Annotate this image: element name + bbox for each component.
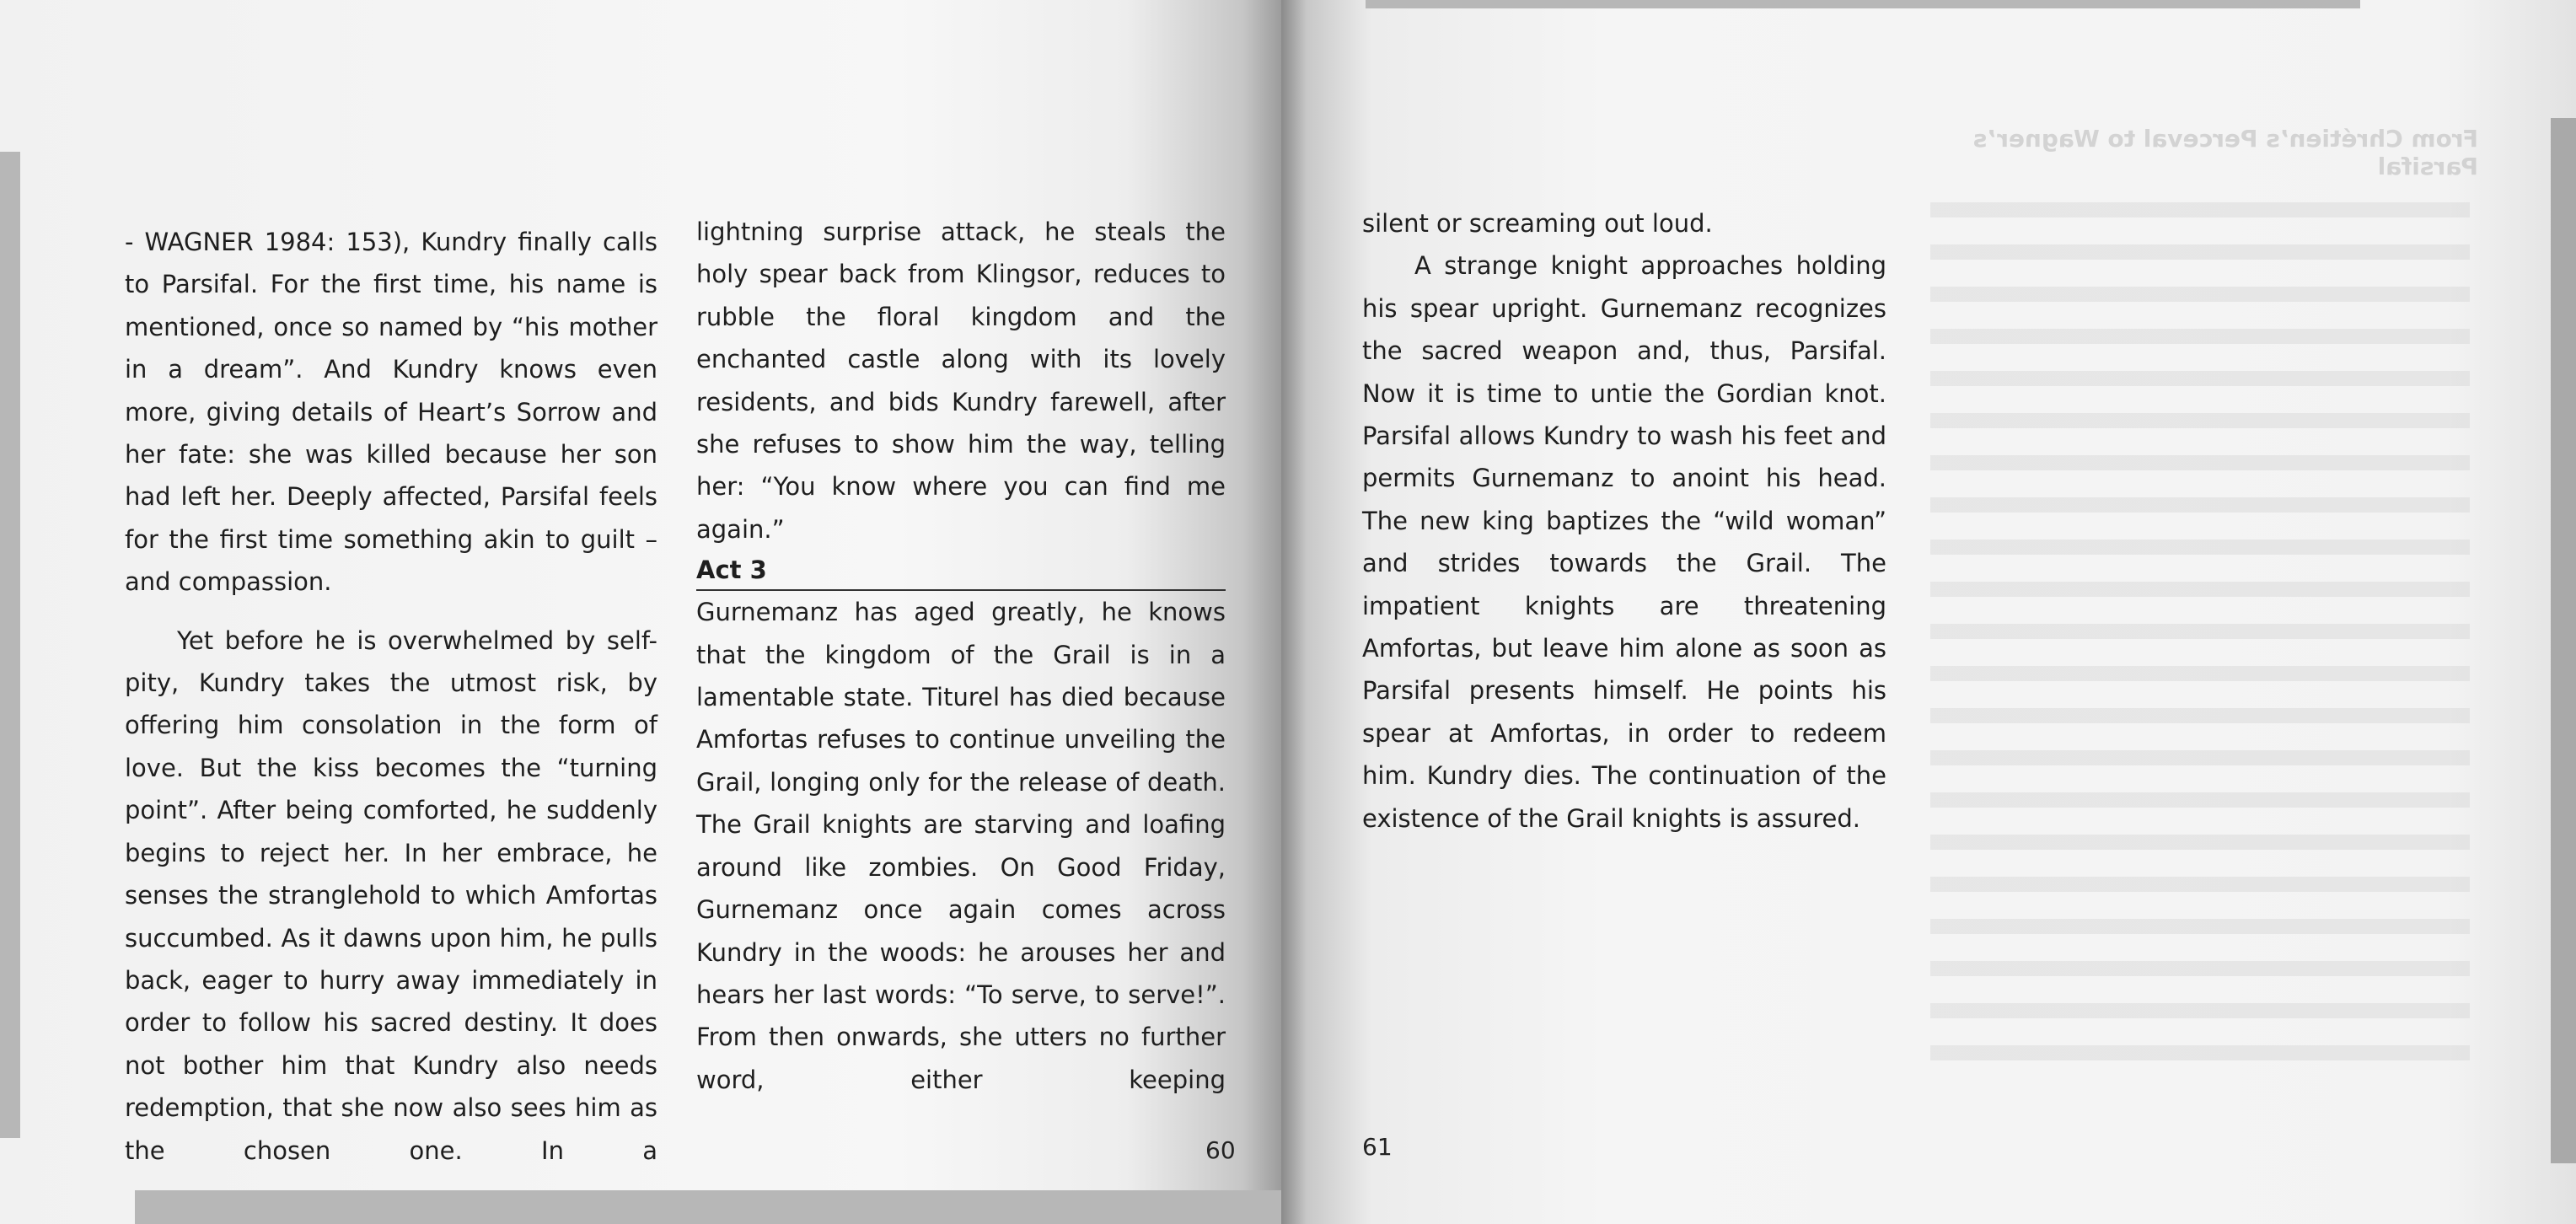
right-page [1281, 0, 2576, 1224]
page-number-right: 61 [1362, 1133, 1393, 1161]
text-column-2 [696, 211, 1226, 1101]
page-edge-band-bottom [135, 1190, 1281, 1224]
text-column-1 [125, 221, 657, 1172]
page-edge-band-top [1366, 0, 2360, 8]
page-number-left: 60 [1205, 1136, 1236, 1164]
paragraph: silent or screaming out loud. [1362, 209, 1713, 238]
show-through-text-block [1930, 202, 2470, 1079]
text-column-right [1362, 202, 1886, 840]
paragraph: Gurnemanz has aged greatly, he knows that the kingdom of the Grail is in a lamentable state. Titurel has died because Amfortas refuses to continue unveiling the Grail, longing only for the release of death. The Grail knights are starving and loafing around like zombies. On Good Friday, Gurnemanz once again comes across Kundry in the woods: he arouses her and hears her last words: “To serve, to serve!”. From then onwards, she utters no further word, either keeping [696, 598, 1226, 1094]
paragraph: A strange knight approaches holding his spear upright. Gurnemanz recognizes the sacred weapon and, thus, Parsifal. Now it is time to untie the Gordian knot. Parsifal allows Kundry to wash his feet and permits Gurnemanz to anoint his head. The new king baptizes the “wild woman” and strides towards the Grail. The impatient knights are threatening Amfortas, but leave him alone as soon as Parsifal presents himself. He points his spear at Amfortas, in order to redeem him. Kundry dies. The continuation of the existence of the Grail knights is assured. [1362, 251, 1886, 833]
act-heading: Act 3 [696, 550, 1226, 591]
left-page [0, 0, 1281, 1224]
paragraph: lightning surprise attack, he steals the holy spear back from Klingsor, reduces to rubble the floral kingdom and the enchanted castle along with its lovely residents, and bids Kundry farewell, after she refuses to show him the way, telling her: “You know where you can find me again.” [696, 217, 1226, 544]
paragraph: - WAGNER 1984: 153), Kundry finally calls to Parsifal. For the first time, his name is mentioned, once so named by “his mother in a dream”. And Kundry knows even more, giving details of Heart’s Sorrow and her fate: she was killed because her son had left her. Deeply affected, Parsifal feels for the first time something akin to guilt – and compassion. [125, 228, 657, 597]
paragraph: Yet before he is overwhelmed by self-pity, Kundry takes the utmost risk, by offering him consolation in the form of love. But the kiss becomes the “turning point”. After being comforted, he suddenly begins to reject her. In her embrace, he senses the stranglehold to which Amfortas succumbed. As it dawns upon him, he pulls back, eager to hurry away immediately in order to follow his sacred destiny. It does not bother him that Kundry also needs redemption, that she now also sees him as the chosen one. In a [125, 625, 657, 1165]
page-edge-band-left [0, 152, 20, 1138]
page-edge-band-right [2551, 118, 2576, 1163]
show-through-running-header: From Chrétien’s Perceval to Wagner’s Parsifal [1972, 125, 2478, 180]
